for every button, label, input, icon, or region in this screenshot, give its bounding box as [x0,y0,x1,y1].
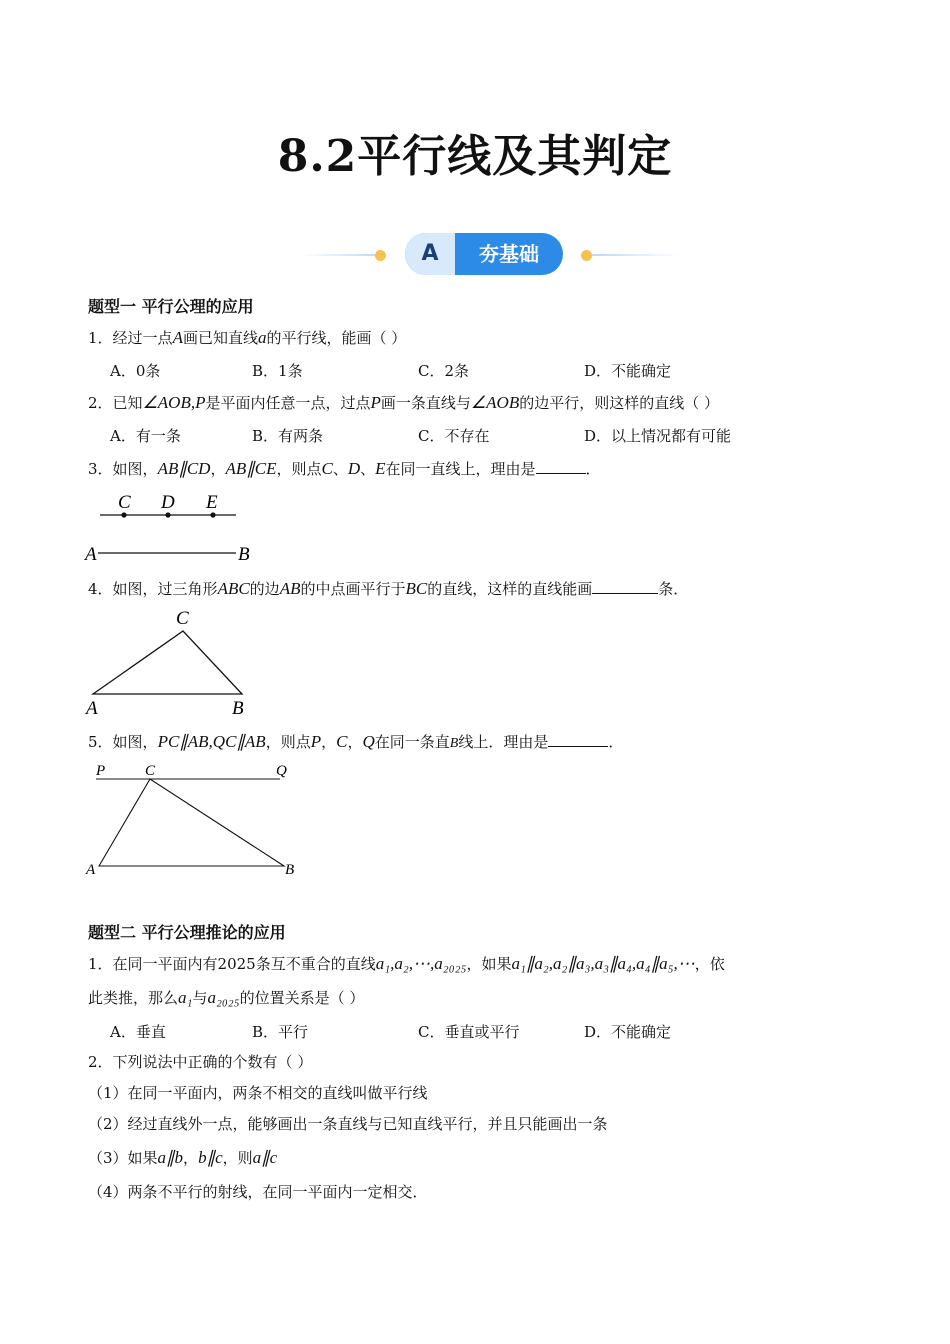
label-c: C [118,492,131,513]
s1-q1-stem: 1．经过一点A画已知直线a的平行线，能画（ ） [88,328,407,347]
option-a: A．0条 [110,362,161,380]
page-title: 8.2平行线及其判定 [277,131,673,182]
option-b: B．1条 [252,362,303,380]
s2-q1-stem-line2: 此类推，那么a₁与a₂₀₂₅的位置关系是（ ） [88,988,365,1007]
s2-q2-stem: 2．下列说法中正确的个数有（ ） [88,1053,313,1071]
q-number: 4． [88,580,113,598]
statement-4: （4）两条不平行的射线，在同一平面内一定相交． [88,1183,428,1201]
divider-left [300,254,380,256]
q-number: 1． [88,329,113,347]
badge-letter: A [405,233,455,275]
label-c: C [176,608,189,629]
answer-blank [592,579,658,594]
dot-left [375,250,386,261]
option-c: C．垂直或平行 [418,1023,520,1041]
point-d [165,512,170,517]
option-b: B．有两条 [252,427,324,445]
triangle-abc [93,631,242,694]
label-d: D [161,492,175,513]
statement-2: （2）经过直线外一点，能够画出一条直线与已知直线平行，并且只能画出一条 [88,1115,608,1133]
label-a: A [85,544,97,565]
divider-right [592,254,680,256]
s1-q5-stem: 5．如图，PC∥AB,QC∥AB，则点P，C，Q在同一条直B线上．理由是 ． [88,732,624,751]
point-c [121,512,126,517]
answer-blank [536,459,586,474]
option-d: D．以上情况都有可能 [584,427,732,445]
section1-heading: 题型一 平行公理的应用 [88,297,254,316]
label-c: C [145,763,156,779]
point-e [210,512,215,517]
q-number: 2． [88,1053,113,1071]
s1-q4-stem: 4．如图，过三角形ABC的边AB的中点画平行于BC的直线，这样的直线能画 条． [88,579,689,598]
q-number: 5． [88,733,113,751]
badge-pill [405,233,563,275]
label-a: A [86,862,96,878]
s1-q2-stem: 2．已知∠AOB,P是平面内任意一点，过点P画一条直线与∠AOB的边平行，则这样的直线（ ） [88,393,719,412]
figure-q4 [84,604,264,716]
statement-3: （3）如果a∥b，b∥c，则a∥c [88,1148,278,1167]
q-number: 3． [88,460,113,478]
s2-q1-stem-line1: 1．在同一平面内有2025条互不重合的直线a₁,a₂,⋯,a₂₀₂₅，如果a₁∥a₂,a₂∥a₃,a₃∥a₄,a₄∥a₅,⋯，依 [88,954,725,973]
label-b: B [232,698,244,716]
statement-1: （1）在同一平面内，两条不相交的直线叫做平行线 [88,1084,428,1102]
figure-q5 [84,758,304,882]
triangle-abc [99,779,284,866]
label-p: P [96,763,106,779]
answer-blank [548,732,608,747]
option-a: A．垂直 [110,1023,166,1041]
figure-q3 [84,488,264,568]
q-number: 2． [88,394,113,412]
option-a: A．有一条 [110,427,181,445]
option-c: C．不存在 [418,427,490,445]
section-badge [300,232,680,278]
dot-right [581,250,592,261]
label-b: B [285,862,295,878]
section2-heading: 题型二 平行公理推论的应用 [88,923,286,942]
option-b: B．平行 [252,1023,309,1041]
label-q: Q [276,763,287,779]
label-e: E [206,492,218,513]
s1-q3-stem: 3．如图，AB∥CD，AB∥CE，则点C、D、E在同一直线上，理由是 ． [88,459,601,478]
option-c: C．2条 [418,362,470,380]
label-a: A [86,698,98,716]
label-b: B [238,544,250,565]
q-number: 1． [88,955,113,973]
option-d: D．不能确定 [584,362,672,380]
option-d: D．不能确定 [584,1023,672,1041]
badge-text: 夯基础 [479,242,539,266]
